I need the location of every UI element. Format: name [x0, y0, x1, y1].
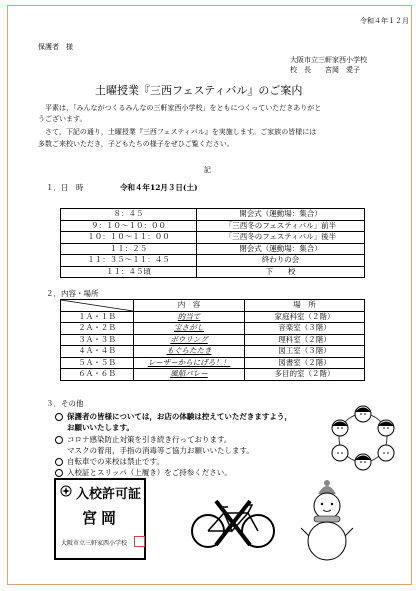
- schedule-row: [61, 243, 365, 255]
- plan-content: レーザーからにげろ！！: [134, 357, 245, 369]
- note-line: マスクの着用，手指の消毒等ご協力お願いいたします。: [67, 446, 254, 455]
- plan-grade: １Ａ・１Ｂ: [61, 311, 134, 323]
- schedule-row: [61, 220, 365, 232]
- issue-date: 令和４年１２月: [360, 17, 409, 25]
- plan-content: 風船バレー: [134, 369, 245, 381]
- ki-heading: 記: [204, 166, 211, 174]
- plan-table: [60, 299, 365, 381]
- plan-grade: ５Ａ・５Ｂ: [61, 357, 134, 369]
- schedule-event: 「三西冬のフェスティバル」後半: [197, 232, 365, 244]
- children-circle-illustration: [318, 398, 408, 473]
- plan-grade: ４Ａ・４Ｂ: [61, 346, 134, 358]
- plan-row: [61, 334, 365, 346]
- greeting-line-1: 平素は，「みんながつくるみんなの三軒家西小学校」をともにつくっていただきありがと: [38, 104, 322, 112]
- plan-header-diagonal: [61, 300, 134, 312]
- section-content-label: ２．内容・場所: [46, 289, 99, 298]
- plan-row: [61, 346, 365, 358]
- note-line: 保護者の皆様については，お店の体験は控えていただきますよう，: [67, 412, 292, 421]
- permit-heading: 入校許可証: [76, 487, 142, 502]
- plan-grade: ２Ａ・２Ｂ: [61, 323, 134, 335]
- schedule-event: 終わりの会: [197, 255, 365, 267]
- plan-row: [61, 357, 365, 369]
- section-other-label: ３．その他: [46, 399, 84, 408]
- principal-name: 校 長 宮岡 愛子: [290, 66, 360, 74]
- schedule-row: [61, 266, 365, 278]
- schedule-event: 閉会式（運動場：集合）: [197, 243, 365, 255]
- schedule-time: １１：２５: [61, 243, 197, 255]
- recipient: 保護者 様: [38, 43, 73, 51]
- note-item: [55, 467, 232, 478]
- plan-grade: ３Ａ・３Ｂ: [61, 334, 134, 346]
- greeting-line-2: うございます。: [38, 115, 87, 123]
- seal-stamp-icon: [134, 536, 145, 547]
- schedule-table: [60, 208, 365, 278]
- plan-header-content: 内 容: [134, 300, 245, 312]
- plan-content: 的当て: [134, 311, 245, 323]
- plan-header-place: 場 所: [245, 300, 365, 312]
- plan-row: [61, 323, 365, 335]
- circle-bullet-icon: [55, 458, 63, 466]
- circle-bullet-icon: [55, 436, 63, 444]
- greeting-line-3: さて，下記の通り，土曜授業『三西フェスティバル』を実施します。ご家族の皆様には: [38, 128, 317, 136]
- plan-place: 音楽室（３階）: [245, 323, 365, 335]
- plan-row: [61, 369, 365, 381]
- schedule-row: [61, 255, 365, 267]
- plan-grade: ６Ａ・６Ｂ: [61, 369, 134, 381]
- note-item: [55, 411, 292, 422]
- schedule-time: １１：４５頃: [61, 266, 197, 278]
- schedule-time: １１：３５～１１：４５: [61, 255, 197, 267]
- section-datetime-label: １．日 時: [46, 183, 84, 192]
- note-item: [55, 456, 164, 467]
- schedule-event: 下 校: [197, 266, 365, 278]
- note-line: 自転車での来校は禁止です。: [67, 457, 164, 466]
- schedule-time: ９：１０～１０：００: [61, 220, 197, 232]
- no-bicycle-illustration: [188, 493, 278, 551]
- plan-place: 多目的室（２階）: [245, 369, 365, 381]
- circle-bullet-icon: [55, 413, 63, 421]
- school-name: 大阪市立三軒家西小学校: [290, 56, 367, 64]
- plan-content: ボウリング: [134, 334, 245, 346]
- permit-name: 宮岡: [82, 509, 121, 527]
- note-line: コロナ感染防止対策を引き続き行っております。: [67, 435, 232, 444]
- circle-bullet-icon: [55, 469, 63, 477]
- schedule-event: 開会式（運動場：集合）: [197, 209, 365, 221]
- plan-content: 宝さがし: [134, 323, 245, 335]
- greeting-line-4: 多数ご来校いただき，子どもたちの様子をぜひご覧ください。: [38, 140, 234, 148]
- plan-place: 図工室（３階）: [245, 346, 365, 358]
- note-item: [55, 434, 231, 445]
- section-datetime-value: 令和４年12月３日(土): [120, 183, 198, 192]
- schedule-row: [61, 232, 365, 244]
- plan-header-row: [61, 300, 365, 312]
- school-emblem-icon: [60, 485, 72, 497]
- plan-place: 理科室（２階）: [245, 334, 365, 346]
- diagonal-line-icon: [61, 300, 133, 311]
- schedule-time: ８：４５: [61, 209, 197, 221]
- plan-content: もぐらたたき: [134, 346, 245, 358]
- plan-place: 家庭科室（２階）: [245, 311, 365, 323]
- plan-place: 図書室（２階）: [245, 357, 365, 369]
- schedule-time: １０：１０～１１：００: [61, 232, 197, 244]
- note-line: 入校証とスリッパ（上履き）をご持参ください。: [67, 468, 232, 477]
- page-title: 土曜授業『三西フェスティバル』のご案内: [95, 84, 303, 97]
- snowman-illustration: [300, 478, 354, 563]
- entry-permit-card: [54, 478, 146, 560]
- note-line: お願いいたします。: [67, 423, 134, 432]
- schedule-event: 「三西冬のフェスティバル」前半: [197, 220, 365, 232]
- schedule-row: [61, 209, 365, 221]
- plan-row: [61, 311, 365, 323]
- permit-school: 大阪市立三軒家西小学校: [61, 540, 128, 547]
